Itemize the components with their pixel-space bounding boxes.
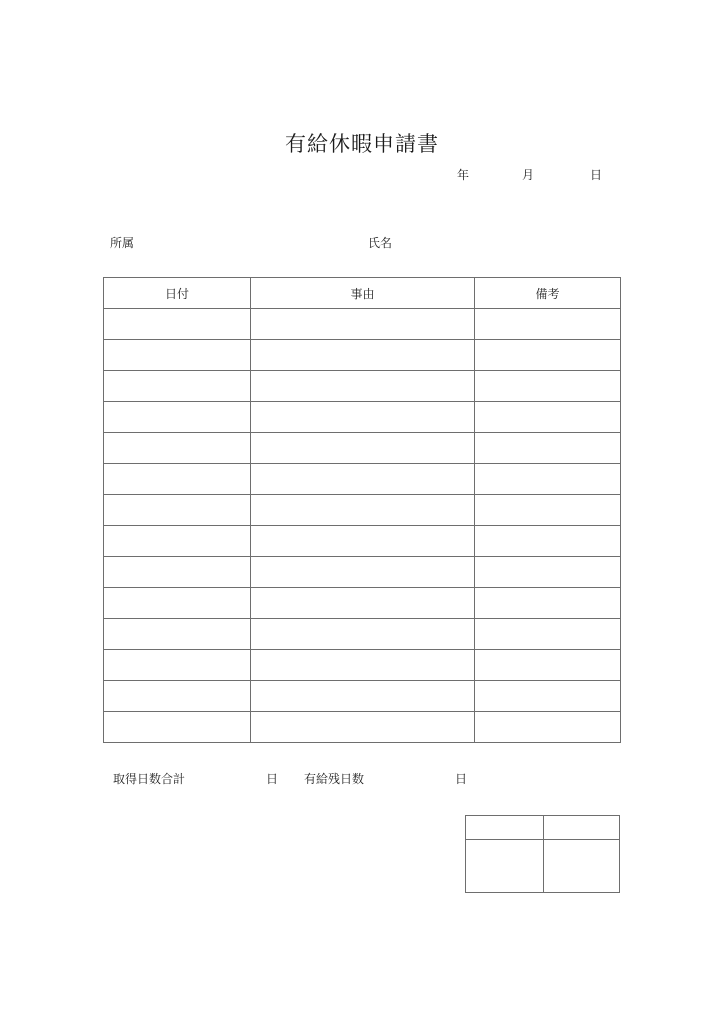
table-row xyxy=(104,588,621,619)
cell-reason[interactable] xyxy=(251,464,475,495)
cell-date[interactable] xyxy=(104,402,251,433)
cell-reason[interactable] xyxy=(251,495,475,526)
table-row xyxy=(104,619,621,650)
table-header-row xyxy=(104,278,621,309)
cell-date[interactable] xyxy=(104,340,251,371)
cell-remarks[interactable] xyxy=(475,526,621,557)
name-label: 氏名 xyxy=(368,236,393,250)
cell-remarks[interactable] xyxy=(475,712,621,743)
header-reason: 事由 xyxy=(251,278,475,309)
table-row xyxy=(104,402,621,433)
cell-date[interactable] xyxy=(104,526,251,557)
table-row xyxy=(104,309,621,340)
cell-date[interactable] xyxy=(104,712,251,743)
table-row xyxy=(104,433,621,464)
cell-date[interactable] xyxy=(104,371,251,402)
cell-remarks[interactable] xyxy=(475,433,621,464)
taken-total-label: 取得日数合計 xyxy=(113,772,186,786)
cell-reason[interactable] xyxy=(251,557,475,588)
table-row xyxy=(104,681,621,712)
cell-remarks[interactable] xyxy=(475,619,621,650)
cell-reason[interactable] xyxy=(251,526,475,557)
table-row xyxy=(104,526,621,557)
table-row xyxy=(104,557,621,588)
cell-remarks[interactable] xyxy=(475,402,621,433)
header-date: 日付 xyxy=(104,278,251,309)
approval-stamp-box xyxy=(465,815,620,893)
table-row xyxy=(104,371,621,402)
cell-remarks[interactable] xyxy=(475,588,621,619)
cell-date[interactable] xyxy=(104,433,251,464)
cell-reason[interactable] xyxy=(251,402,475,433)
cell-reason[interactable] xyxy=(251,309,475,340)
cell-remarks[interactable] xyxy=(475,681,621,712)
cell-remarks[interactable] xyxy=(475,309,621,340)
cell-reason[interactable] xyxy=(251,681,475,712)
table-row xyxy=(104,712,621,743)
cell-date[interactable] xyxy=(104,495,251,526)
table-row xyxy=(104,464,621,495)
cell-remarks[interactable] xyxy=(475,371,621,402)
cell-remarks[interactable] xyxy=(475,340,621,371)
cell-date[interactable] xyxy=(104,309,251,340)
cell-reason[interactable] xyxy=(251,619,475,650)
table-row xyxy=(104,495,621,526)
document-title: 有給休暇申請書 xyxy=(285,132,439,156)
header-remarks: 備考 xyxy=(475,278,621,309)
cell-remarks[interactable] xyxy=(475,495,621,526)
cell-date[interactable] xyxy=(104,588,251,619)
leave-request-table xyxy=(103,277,621,743)
date-day-label: 日 xyxy=(590,168,603,182)
affiliation-label: 所属 xyxy=(110,236,135,250)
cell-reason[interactable] xyxy=(251,650,475,681)
table-row xyxy=(104,650,621,681)
remaining-days-unit: 日 xyxy=(455,772,468,786)
cell-remarks[interactable] xyxy=(475,557,621,588)
taken-total-unit: 日 xyxy=(266,772,279,786)
cell-date[interactable] xyxy=(104,681,251,712)
cell-reason[interactable] xyxy=(251,588,475,619)
cell-reason[interactable] xyxy=(251,340,475,371)
table-body xyxy=(104,309,621,743)
cell-date[interactable] xyxy=(104,464,251,495)
cell-date[interactable] xyxy=(104,557,251,588)
date-month-label: 月 xyxy=(522,168,535,182)
cell-date[interactable] xyxy=(104,619,251,650)
cell-reason[interactable] xyxy=(251,371,475,402)
table-row xyxy=(104,340,621,371)
date-year-label: 年 xyxy=(457,168,470,182)
approval-box-column-divider xyxy=(543,816,544,892)
cell-date[interactable] xyxy=(104,650,251,681)
cell-reason[interactable] xyxy=(251,712,475,743)
cell-remarks[interactable] xyxy=(475,650,621,681)
cell-remarks[interactable] xyxy=(475,464,621,495)
cell-reason[interactable] xyxy=(251,433,475,464)
remaining-days-label: 有給残日数 xyxy=(304,772,365,786)
